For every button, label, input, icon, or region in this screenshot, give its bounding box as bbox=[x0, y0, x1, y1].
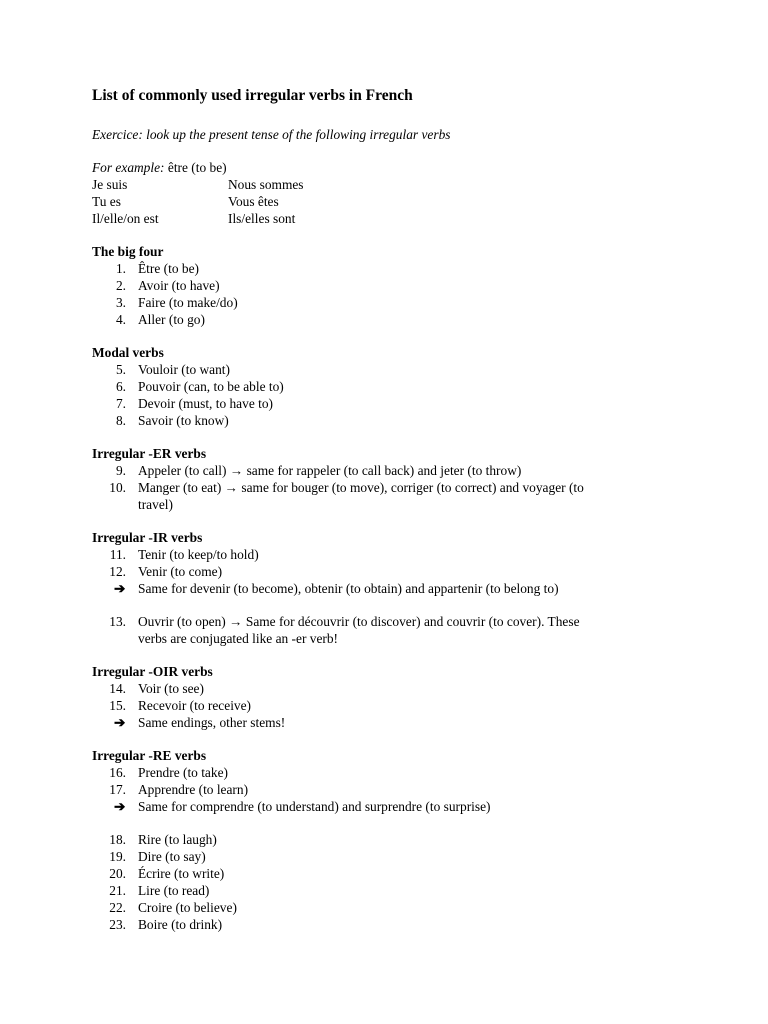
item-text: Être (to be) bbox=[138, 261, 199, 276]
example-line bbox=[92, 159, 227, 176]
item-text-continued: verbs are conjugated like an -er verb! bbox=[138, 631, 339, 646]
item-number: 22. bbox=[109, 900, 126, 915]
conjugation-singular: Il/elle/on est bbox=[92, 211, 159, 226]
item-number: 17. bbox=[109, 782, 126, 797]
arrow-icon: ➔ bbox=[114, 799, 126, 814]
item-text: Tenir (to keep/to hold) bbox=[138, 547, 259, 562]
item-number: 11. bbox=[109, 547, 126, 562]
item-number: 6. bbox=[115, 379, 126, 394]
item-number: 10. bbox=[109, 480, 126, 495]
item-number: 23. bbox=[109, 917, 126, 932]
item-text: Devoir (must, to have to) bbox=[138, 396, 273, 411]
arrow-icon: ➔ bbox=[114, 715, 126, 730]
item-text: Prendre (to take) bbox=[138, 765, 228, 780]
item-number: 16. bbox=[109, 765, 126, 780]
item-number: 3. bbox=[115, 295, 126, 310]
item-text: Vouloir (to want) bbox=[138, 362, 230, 377]
verb-text: Ouvrir (to open) bbox=[138, 614, 226, 629]
arrow-icon: ➔ bbox=[114, 581, 126, 596]
item-number: 18. bbox=[109, 832, 126, 847]
item-number: 12. bbox=[109, 564, 126, 579]
item-number: 8. bbox=[115, 413, 126, 428]
related-verbs-text: same for bouger (to move), corriger (to correct) and voyager (to bbox=[241, 480, 584, 495]
item-number: 2. bbox=[115, 278, 126, 293]
section-heading: Irregular -RE verbs bbox=[92, 748, 207, 763]
item-text-continued: travel) bbox=[138, 497, 173, 512]
item-text: Aller (to go) bbox=[138, 312, 205, 327]
related-verbs-text: same for rappeler (to call back) and jeter (to throw) bbox=[246, 463, 522, 478]
item-number: 9. bbox=[115, 463, 126, 478]
item-number: 19. bbox=[109, 849, 126, 864]
page-title: List of commonly used irregular verbs in French bbox=[92, 87, 413, 104]
item-text: Avoir (to have) bbox=[138, 278, 220, 293]
section-heading: Irregular -IR verbs bbox=[92, 530, 203, 545]
note-text: Same endings, other stems! bbox=[138, 715, 286, 730]
arrow-icon: → bbox=[229, 614, 243, 629]
example-label: For example: bbox=[92, 160, 165, 175]
arrow-icon: → bbox=[229, 463, 244, 478]
item-text: Lire (to read) bbox=[138, 883, 210, 898]
related-verbs-text: Same for découvrir (to discover) and couvrir (to cover). These bbox=[245, 614, 580, 629]
conjugation-plural: Nous sommes bbox=[228, 177, 304, 192]
item-text bbox=[138, 613, 580, 630]
item-number: 1. bbox=[115, 261, 126, 276]
item-text: Recevoir (to receive) bbox=[138, 698, 252, 713]
item-text: Voir (to see) bbox=[138, 681, 204, 696]
example-verb: être (to be) bbox=[167, 160, 227, 175]
item-number: 20. bbox=[109, 866, 126, 881]
item-number: 5. bbox=[115, 362, 126, 377]
arrow-icon: → bbox=[224, 480, 239, 495]
item-number: 21. bbox=[109, 883, 126, 898]
conjugation-plural: Vous êtes bbox=[228, 194, 279, 209]
item-text: Rire (to laugh) bbox=[138, 832, 217, 847]
item-text: Apprendre (to learn) bbox=[138, 782, 249, 797]
verb-text: Appeler (to call) bbox=[138, 463, 227, 478]
section-heading: The big four bbox=[92, 244, 164, 259]
item-text: Venir (to come) bbox=[138, 564, 223, 579]
item-text bbox=[138, 479, 584, 496]
section-heading: Irregular -OIR verbs bbox=[92, 664, 213, 679]
item-text bbox=[138, 462, 521, 479]
item-text: Boire (to drink) bbox=[138, 917, 223, 932]
note-text: Same for devenir (to become), obtenir (to obtain) and appartenir (to belong to) bbox=[138, 581, 559, 596]
item-number: 15. bbox=[109, 698, 126, 713]
exercise-instruction: Exercice: look up the present tense of the following irregular verbs bbox=[92, 127, 451, 142]
item-number: 13. bbox=[109, 614, 126, 629]
item-text: Croire (to believe) bbox=[138, 900, 237, 915]
item-text: Savoir (to know) bbox=[138, 413, 229, 428]
section-heading: Modal verbs bbox=[92, 345, 164, 360]
note-text: Same for comprendre (to understand) and surprendre (to surprise) bbox=[138, 799, 491, 814]
item-text: Faire (to make/do) bbox=[138, 295, 238, 310]
verb-text: Manger (to eat) bbox=[138, 480, 222, 495]
conjugation-plural: Ils/elles sont bbox=[228, 211, 296, 226]
section-heading: Irregular -ER verbs bbox=[92, 446, 207, 461]
item-text: Dire (to say) bbox=[138, 849, 206, 864]
item-text: Pouvoir (can, to be able to) bbox=[138, 379, 284, 394]
item-number: 14. bbox=[109, 681, 126, 696]
item-number: 7. bbox=[115, 396, 126, 411]
item-text: Écrire (to write) bbox=[138, 866, 225, 881]
conjugation-singular: Tu es bbox=[92, 194, 121, 209]
item-number: 4. bbox=[115, 312, 126, 327]
conjugation-singular: Je suis bbox=[92, 177, 128, 192]
